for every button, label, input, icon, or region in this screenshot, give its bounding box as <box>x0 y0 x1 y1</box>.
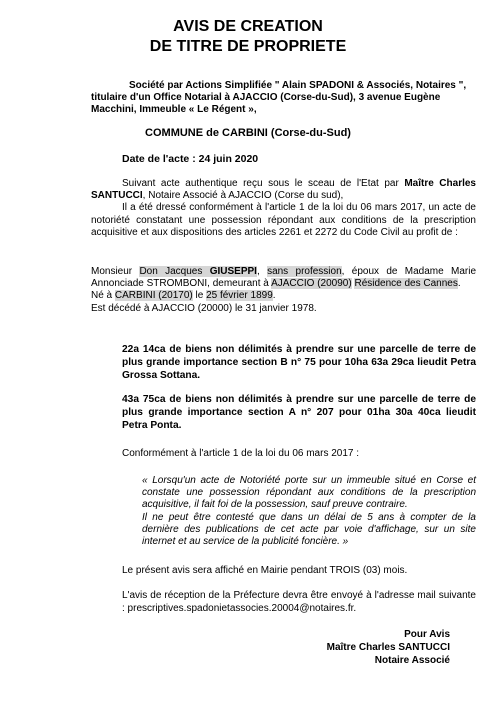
document-title-line1: AVIS DE CREATION <box>173 18 323 35</box>
act-date: Date de l'acte : 24 juin 2020 <box>122 153 259 165</box>
birth-sep: le <box>192 290 207 302</box>
death-line: Est décédé à AJACCIO (20000) le 31 janvier 1978. <box>91 302 317 314</box>
intro-line-2: titulaire d'un Office Notarial à AJACCIO (Corse-du-Sud), 3 avenue Eugène <box>91 92 441 103</box>
reception-notice <box>122 590 476 615</box>
quote-paragraph-2: Il ne peut être contesté que dans un délai de 5 ans à compter de la dernière des publications de cet acte par voie d'affichage, sur un site internet et au service de la publicité foncière. » <box>142 511 476 548</box>
property-lot-2: 43a 75ca de biens non délimités à prendre sur une parcelle de terre de plus grande importance section A n° 207 pour 01ha 30a 40ca lieudit Petra Ponta. <box>122 394 476 431</box>
paragraph-acte-line <box>91 178 476 202</box>
property-lot-1: 22a 14ca de biens non délimités à prendre sur une parcelle de terre de plus grande importance section B n° 75 pour 10ha 63a 29ca lieudit Petra Grossa Sottana. <box>122 344 476 381</box>
beneficiary-block <box>91 266 476 315</box>
legal-quote <box>122 475 476 548</box>
birth-place: CARBINI (20170) <box>114 290 193 302</box>
intro-line-1: Société par Actions Simplifiée " Alain SPADONI & Associés, Notaires ", <box>129 80 467 91</box>
person-end: . <box>457 278 461 290</box>
signature-line-2: Maître Charles SANTUCCI <box>326 642 450 653</box>
person-lastname: GIUSEPPI <box>209 266 257 277</box>
acte-text-1: Suivant acte authentique reçu sous le sceau de l'Etat par <box>122 178 405 189</box>
person-prefix: Monsieur <box>91 266 140 277</box>
notary-intro <box>91 80 476 116</box>
signature-line-1: Pour Avis <box>404 629 450 640</box>
signature-line-3: Notaire Associé <box>374 655 450 666</box>
legal-reference: Conformément à l'article 1 de la loi du 06 mars 2017 : <box>122 448 360 459</box>
intro-line-3: Macchini, Immeuble « Le Régent », <box>91 104 257 115</box>
person-spouse: , époux de Madame Marie Annonciade STROMBONI, demeurant à <box>91 266 477 290</box>
person-profession: sans profession <box>267 266 342 277</box>
document-title-line2: DE TITRE DE PROPRIETE <box>149 38 347 55</box>
paragraph-acte <box>91 178 476 239</box>
beneficiary-line <box>91 266 476 290</box>
birth-line <box>91 290 476 302</box>
reception-text: L'avis de réception de la Préfecture devra être envoyé à l'adresse mail suivante : prescriptives.spadonietassocies.20004@notaires.fr. <box>122 590 476 614</box>
person-sep: , <box>256 266 268 277</box>
notary-name: Maître Charles SANTUCCI <box>91 178 476 202</box>
signature-block <box>327 628 450 667</box>
birth-end: . <box>272 290 276 302</box>
birth-prefix: Né à <box>91 290 115 302</box>
notoriete-text: Il a été dressé conformément à l'article 1 de la loi du 06 mars 2017, un acte de notoriété constatant une possession répondant aux conditions de la prescription acquisitive et aux dispositions des articles 2261 et 2272 du Code Civil au profit de : <box>91 202 476 238</box>
person-firstname: Don Jacques <box>139 266 210 277</box>
commune-heading: COMMUNE de CARBINI (Corse-du-Sud) <box>145 127 351 139</box>
person-residence: Résidence des Cannes <box>354 278 458 290</box>
display-notice: Le présent avis sera affiché en Mairie pendant TROIS (03) mois. <box>122 565 408 576</box>
acte-text-2: , Notaire Associé à AJACCIO (Corse du sud), <box>142 190 344 202</box>
person-city: AJACCIO (20090) <box>271 278 352 290</box>
birth-date: 25 février 1899 <box>206 290 273 302</box>
quote-paragraph-1: « Lorsqu'un acte de Notoriété porte sur un immeuble situé en Corse et constate une possession répondant aux conditions de la prescription acquisitive, il fait foi de la possession, sauf preuve contraire. <box>142 475 476 511</box>
